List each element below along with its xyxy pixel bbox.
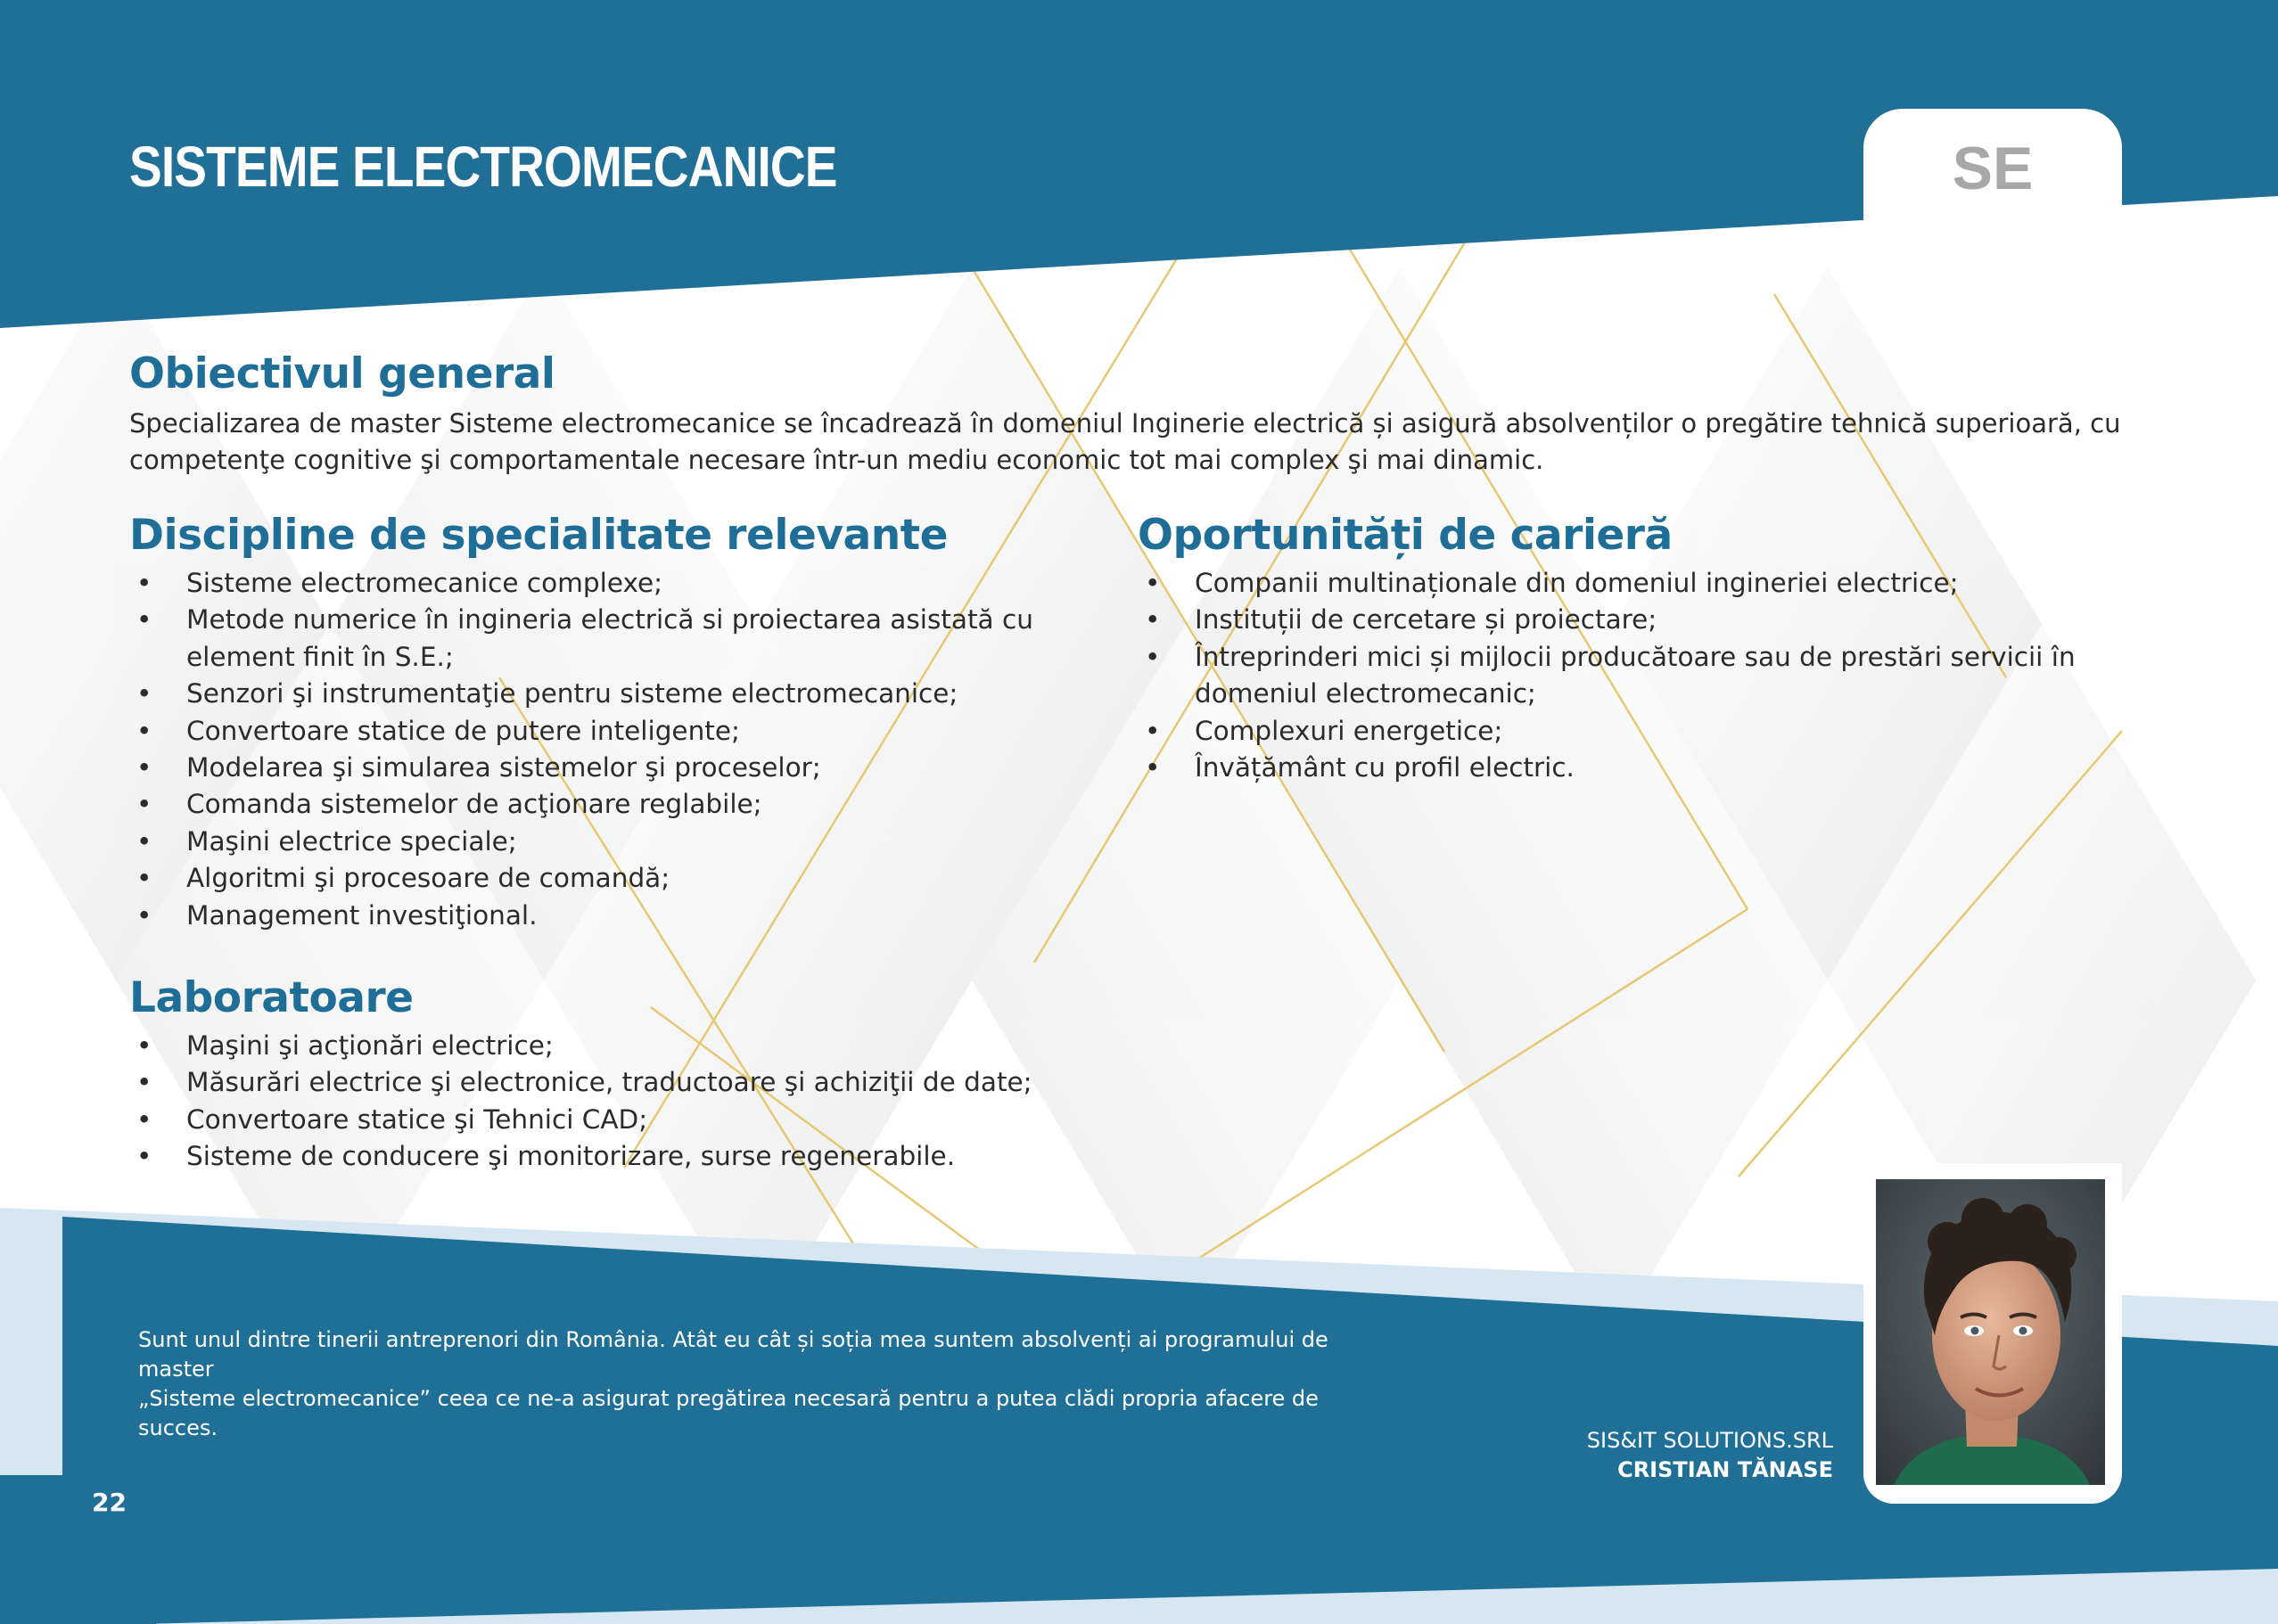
bottom-left-corner	[0, 1475, 156, 1624]
list-item: • Metode numerice în ingineria electrică si proiectarea asistată cu element finit în S.E.;	[129, 602, 1074, 676]
labs-section	[129, 973, 1199, 1176]
list-item: • Maşini şi acţionări electrice;	[129, 1028, 1199, 1064]
testimonial-company: SIS&IT SOLUTIONS.SRL	[1586, 1428, 1833, 1453]
list-item: • Maşini electrice speciale;	[129, 824, 1074, 860]
careers-heading: Oportunități de carieră	[1138, 511, 1673, 560]
list-item: • Întreprinderi mici și mijlocii producătoare sau de prestări servicii în domeniul electromecanic;	[1138, 639, 2118, 713]
program-code: SE	[1952, 135, 2034, 202]
labs-heading: Laboratoare	[129, 973, 414, 1022]
page-number: 22	[92, 1488, 127, 1517]
objective-text-line1: Specializarea de master Sisteme electromecanice se încadrează în domeniul Inginerie electrică și asigură absolvenților o pregătire tehnică superioară, cu	[129, 408, 2121, 439]
list-item: • Convertoare statice şi Tehnici CAD;	[129, 1102, 1199, 1138]
list-item: • Sisteme de conducere şi monitorizare, surse regenerabile.	[129, 1138, 1199, 1175]
list-item: • Convertoare statice de putere inteligente;	[129, 713, 1074, 750]
careers-list	[1138, 565, 2118, 786]
page-title: SISTEME ELECTROMECANICE	[129, 135, 837, 199]
list-item: • Sisteme electromecanice complexe;	[129, 565, 1074, 602]
disciplines-heading: Discipline de specialitate relevante	[129, 511, 949, 560]
labs-list	[129, 1028, 1199, 1176]
list-item: • Companii multinaționale din domeniul ingineriei electrice;	[1138, 565, 2118, 602]
quote-line: Sunt unul dintre tinerii antreprenori din România. Atât eu cât și soția mea suntem absolvenți ai programului de master	[138, 1327, 1328, 1382]
objective-section	[129, 349, 2180, 479]
list-item: • Complexuri energetice;	[1138, 713, 2118, 750]
objective-heading: Obiectivul general	[129, 349, 555, 398]
testimonial-quote	[138, 1325, 1404, 1443]
list-item: • Senzori şi instrumentaţie pentru sisteme electromecanice;	[129, 676, 1074, 712]
list-item: • Management investiţional.	[129, 898, 1074, 934]
testimonial-name: CRISTIAN TĂNASE	[1617, 1457, 1833, 1482]
list-item: • Comanda sistemelor de acţionare reglabile;	[129, 786, 1074, 823]
objective-text-line2: competenţe cognitive şi comportamentale necesare într-un mediu economic tot mai complex şi mai dinamic.	[129, 445, 1544, 475]
list-item: • Algoritmi şi procesoare de comandă;	[129, 860, 1074, 897]
list-item: • Modelarea şi simularea sistemelor şi proceselor;	[129, 750, 1074, 786]
disciplines-list	[129, 565, 1074, 934]
careers-section	[1138, 511, 2118, 786]
list-item: • Măsurări electrice şi electronice, traductoare şi achiziţii de date;	[129, 1064, 1199, 1101]
portrait-photo	[1876, 1179, 2105, 1485]
list-item: • Instituții de cercetare și proiectare;	[1138, 602, 2118, 638]
disciplines-section	[129, 511, 1074, 934]
quote-line: „Sisteme electromecanice” ceea ce ne-a asigurat pregătirea necesară pentru a putea clădi propria afacere de succes.	[138, 1386, 1319, 1440]
list-item: • Învățământ cu profil electric.	[1138, 750, 2118, 786]
